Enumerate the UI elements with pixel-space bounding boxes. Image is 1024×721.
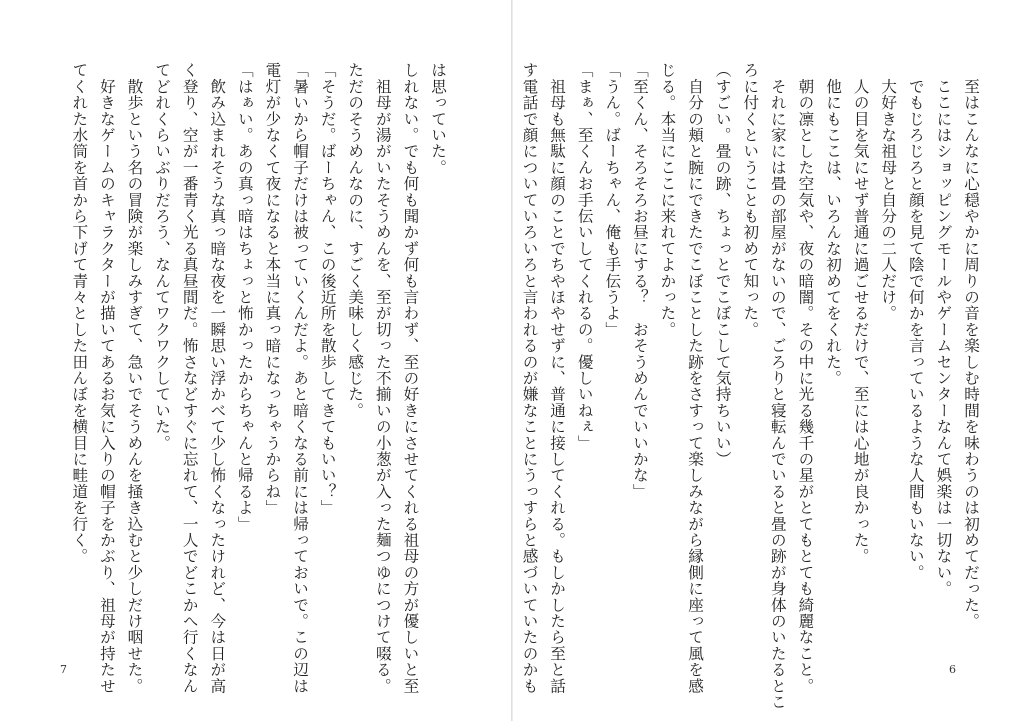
text-line: ただのそうめんなのに、すごく美味しく感じた。 — [346, 62, 365, 419]
text-line: 飲み込まれそうな真っ暗な夜を一瞬思い浮かべて少し怖くなったけれど、今は日が高 — [208, 62, 227, 694]
left-page-text — [70, 62, 451, 694]
text-line: それに家には畳の部屋がないので、ごろりと寝転んでいると畳の跡が身体のいたるとこ — [768, 62, 787, 710]
text-line: でもじろじろと顔を見て陰で何かを言っているような人間もいない。 — [906, 62, 925, 581]
text-line: 「まぁ、至くんお手伝いしてくれるの。優しいねぇ」 — [575, 62, 594, 451]
text-line: じる。本当にここに来れてよかった。 — [658, 62, 677, 338]
text-line: 電灯が少なくて夜になると本当に真っ暗になっちゃうからね」 — [263, 62, 282, 516]
text-line: 大好きな祖母と自分の二人だけ。 — [879, 62, 898, 322]
text-line: てどれくらいぶりだろう、なんてワクワクしていた。 — [153, 62, 172, 451]
text-line: ろに付くということも初めて知った。 — [741, 62, 760, 338]
text-line: 「はぁい。あの真っ暗はちょっと怖かったからちゃんと帰るよ」 — [235, 62, 254, 532]
text-line: 祖母が湯がいたそうめんを、至が切った不揃いの小葱が入った麺つゆにつけて啜る。 — [373, 62, 392, 694]
text-line: は思っていた。 — [429, 62, 447, 176]
left-page — [0, 0, 511, 721]
text-line: 「うん。ばーちゃん、俺も手伝うよ」 — [603, 62, 622, 338]
page-number: 6 — [949, 663, 956, 676]
text-line: 至はこんなに心穏やかに周りの音を楽しむ時間を味わうのは初めてだった。 — [962, 62, 980, 629]
text-line: てくれた水筒を首から下げて青々とした田んぼを横目に畦道を行く。 — [70, 62, 89, 565]
right-page — [513, 0, 1024, 721]
right-page-text — [520, 62, 984, 710]
text-line: 「至くん、そろそろお昼にする？ おそうめんでいいかな」 — [630, 62, 649, 500]
text-line: 人の目を気にせず普通に過ごせるだけで、至には心地が良かった。 — [851, 62, 870, 565]
text-line: （すごい。畳の跡、ちょっとでこぼこして気持ちいい） — [713, 62, 732, 467]
text-line: 朝の凛とした空気や、夜の暗闇。その中に光る幾千の星がとてもとても綺麗なこと。 — [796, 62, 815, 694]
text-line: 他にもここは、いろんな初めてをくれた。 — [824, 62, 843, 386]
text-line: す電話で顔についていろいろと言われるのが嫌なことにうっすらと感づいていたのかも — [520, 62, 539, 694]
text-line: 「暑いから帽子だけは被っていくんだよ。あと暗くなる前には帰っておいで。この辺は — [291, 62, 310, 694]
page-number: 7 — [60, 663, 67, 676]
text-line: ここにはショッピングモールやゲームセンターなんて娯楽は一切ない。 — [934, 62, 953, 597]
text-line: 祖母も無駄に顔のことでちやほやせずに、普通に接してくれる。もしかしたら至と話 — [548, 62, 567, 694]
text-line: く登り、空が一番青く光る真昼間だ。怖さなどすぐに忘れて、一人でどこかへ行くなん — [180, 62, 199, 694]
text-line: 散歩という名の冒険が楽しみすぎて、急いでそうめんを掻き込むと少しだけ咽せた。 — [125, 62, 144, 694]
text-line: しれない。でも何も聞かず何も言わず、至の好きにさせてくれる祖母の方が優しいと至 — [401, 62, 420, 694]
text-line: 好きなゲームのキャラクターが描いてあるお気に入りの帽子をかぶり、祖母が持たせ — [97, 62, 116, 694]
text-line: 「そうだ。ばーちゃん、この後近所を散歩してきてもいい？」 — [318, 62, 337, 516]
text-line: 自分の頬と腕にできたでこぼことした跡をさすって楽しみながら縁側に座って風を感 — [686, 62, 705, 694]
